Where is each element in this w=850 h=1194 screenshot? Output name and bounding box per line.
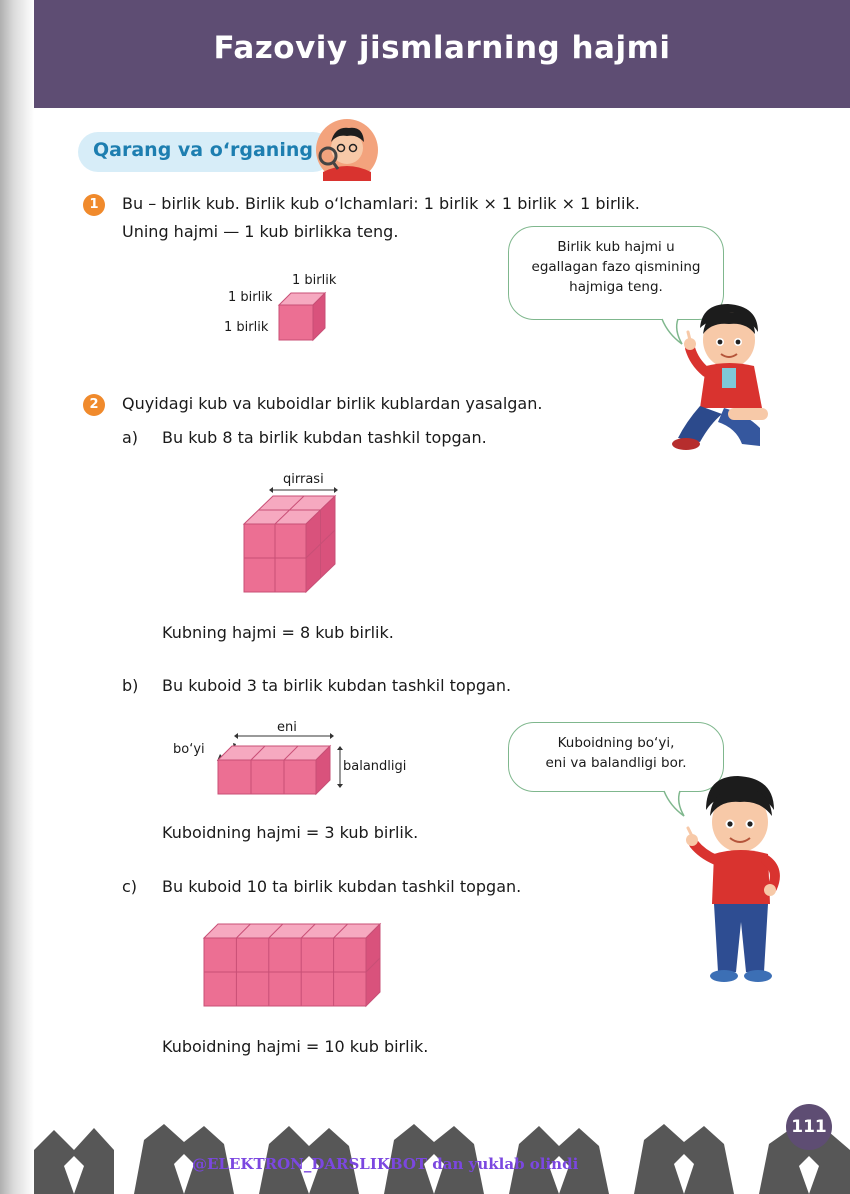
item-marker: c) (122, 877, 138, 896)
cube-2x2x2-figure (240, 484, 344, 596)
item-marker: a) (122, 428, 139, 447)
bubble-line: egallagan fazo qismining (531, 259, 701, 275)
edge-label: qirrasi (283, 472, 324, 487)
page-title: Fazoviy jismlarning hajmi (213, 30, 671, 66)
length-label: bo‘yi (173, 742, 205, 757)
standing-boy-illustration (684, 770, 788, 986)
task-number-badge: 2 (83, 394, 105, 416)
page-binding-edge (0, 0, 34, 1194)
item-c-result: Kuboidning hajmi = 10 kub birlik. (162, 1037, 429, 1056)
cuboid-3x1x1-figure (212, 732, 348, 798)
watermark-text: @ELEKTRON_DARSLIKBOT dan yuklab olindi (192, 1155, 579, 1173)
task2-intro: Quyidagi kub va kuboidlar birlik kublardan yasalgan. (122, 394, 543, 413)
cuboid-5x2x1-figure (200, 922, 384, 1010)
page-number-badge: 111 (786, 1104, 832, 1150)
magnifier-boy-icon (313, 112, 379, 184)
task-number-badge: 1 (83, 194, 105, 216)
item-a-text: Bu kub 8 ta birlik kubdan tashkil topgan. (162, 428, 487, 447)
bubble-line: eni va balandligi bor. (545, 755, 687, 771)
bubble-line: Birlik kub hajmi u (557, 239, 675, 255)
item-b-result: Kuboidning hajmi = 3 kub birlik. (162, 823, 419, 842)
cube-label-left: 1 birlik (228, 290, 273, 305)
bubble-line: Kuboidning bo‘yi, (557, 735, 675, 751)
width-label: eni (277, 720, 297, 735)
item-marker: b) (122, 676, 139, 695)
item-a-result: Kubning hajmi = 8 kub birlik. (162, 623, 394, 642)
bubble-line: hajmiga teng. (569, 279, 663, 295)
item-c-text: Bu kuboid 10 ta birlik kubdan tashkil topgan. (162, 877, 522, 896)
height-label: balandligi (343, 759, 407, 774)
task1-line1: Bu – birlik kub. Birlik kub o‘lchamlari: 1 birlik × 1 birlik × 1 birlik. (122, 194, 640, 213)
item-b-text: Bu kuboid 3 ta birlik kubdan tashkil topgan. (162, 676, 512, 695)
section-label: Qarang va o‘rganing (93, 139, 313, 161)
cube-label-bottom: 1 birlik (224, 320, 269, 335)
cube-label-top: 1 birlik (292, 273, 337, 288)
sitting-boy-illustration (666, 296, 782, 458)
task1-line2: Uning hajmi — 1 kub birlikka teng. (122, 222, 399, 241)
unit-cube-figure (276, 290, 328, 344)
